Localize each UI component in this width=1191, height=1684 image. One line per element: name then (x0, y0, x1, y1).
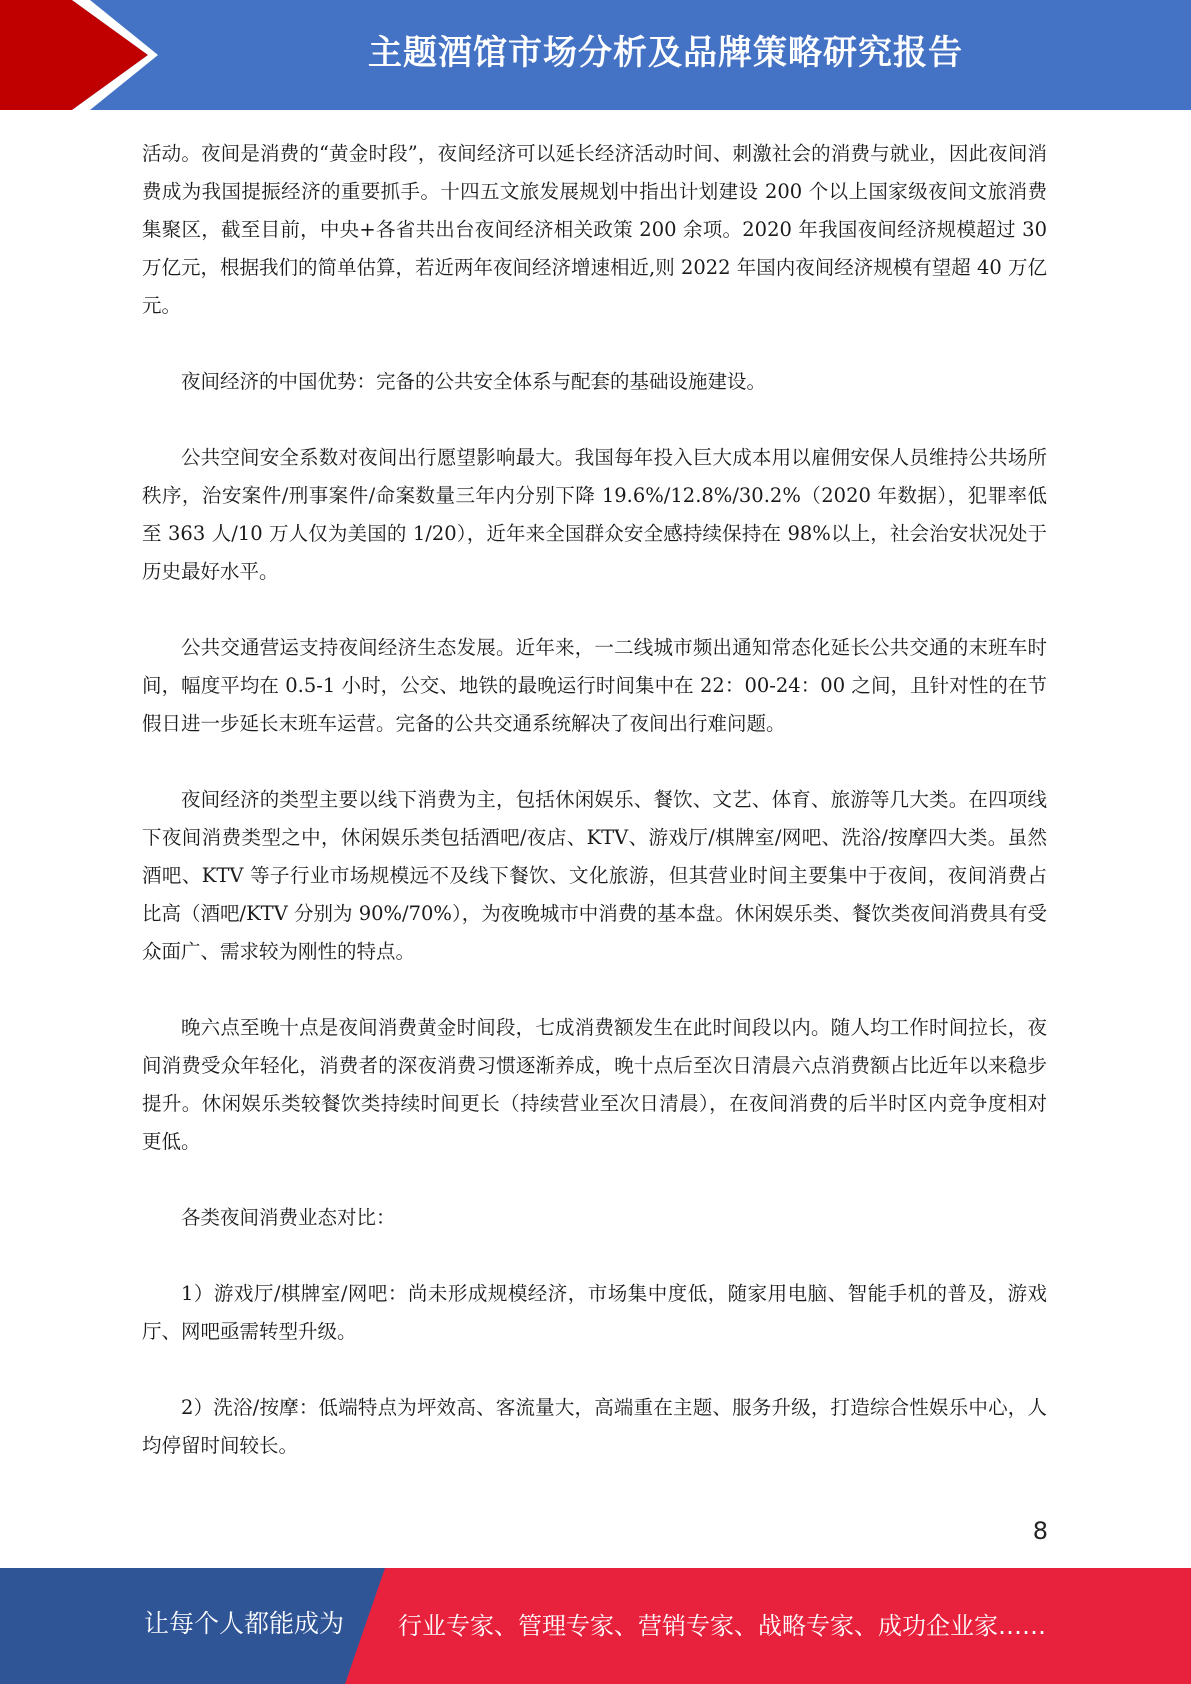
footer-slogan-right: 行业专家、管理专家、营销专家、战略专家、成功企业家…… (398, 1612, 1046, 1640)
paragraph: 夜间经济的中国优势：完备的公共安全体系与配套的基础设施建设。 (181, 370, 767, 393)
paragraph: 1）游戏厅/棋牌室/网吧：尚未形成规模经济，市场集中度低，随家用电脑、智能手机的普及，游戏厅、网吧亟需转型升级。 (142, 1282, 1047, 1343)
paragraph: 夜间经济的类型主要以线下消费为主，包括休闲娱乐、餐饮、文艺、体育、旅游等几大类。在四项线下夜间消费类型之中，休闲娱乐类包括酒吧/夜店、KTV、游戏厅/棋牌室/网吧、洗浴/按摩四大类。虽然酒吧、KTV 等子行业市场规模远不及线下餐饮、文化旅游，但其营业时间主要集中于夜间，夜间消费占比高（酒吧/KTV 分别为 90%/70%），为夜晚城市中消费的基本盘。休闲娱乐类、餐饮类夜间消费具有受众面广、需求较为刚性的特点。 (142, 788, 1047, 963)
paragraph: 晚六点至晚十点是夜间消费黄金时间段，七成消费额发生在此时间段以内。随人均工作时间拉长，夜间消费受众年轻化，消费者的深夜消费习惯逐渐养成，晚十点后至次日清晨六点消费额占比近年以来稳步提升。休闲娱乐类较餐饮类持续时间更长（持续营业至次日清晨），在夜间消费的后半时区内竞争度相对更低。 (142, 1016, 1047, 1153)
document-body (142, 135, 1047, 1503)
paragraph: 活动。夜间是消费的“黄金时段”，夜间经济可以延长经济活动时间、刺激社会的消费与就业，因此夜间消费成为我国提振经济的重要抓手。十四五文旅发展规划中指出计划建设 200 个以上国家级夜间文旅消费集聚区，截至目前，中央+各省共出台夜间经济相关政策 200 余项。2020 年我国夜间经济规模超过 30 万亿元，根据我们的简单估算，若近两年夜间经济增速相近,则 2022 年国内夜间经济规模有望超 40 万亿元。 (142, 142, 1047, 317)
page-footer (0, 1568, 1191, 1684)
page-header (0, 0, 1191, 110)
footer-slogan-left: 让每个人都能成为 (144, 1609, 345, 1638)
document-title: 主题酒馆市场分析及品牌策略研究报告 (368, 33, 963, 73)
paragraph: 公共空间安全系数对夜间出行愿望影响最大。我国每年投入巨大成本用以雇佣安保人员维持公共场所秩序，治安案件/刑事案件/命案数量三年内分别下降 19.6%/12.8%/30.2%（2020 年数据），犯罪率低至 363 人/10 万人仅为美国的 1/20），近年来全国群众安全感持续保持在 98%以上，社会治安状况处于历史最好水平。 (142, 446, 1047, 583)
paragraph: 2）洗浴/按摩：低端特点为坪效高、客流量大，高端重在主题、服务升级，打造综合性娱乐中心，人均停留时间较长。 (142, 1396, 1047, 1457)
paragraph: 各类夜间消费业态对比： (181, 1206, 396, 1229)
page-number: 8 (1032, 1517, 1048, 1545)
paragraph: 公共交通营运支持夜间经济生态发展。近年来，一二线城市频出通知常态化延长公共交通的末班车时间，幅度平均在 0.5-1 小时，公交、地铁的最晚运行时间集中在 22：00-24：00 之间，且针对性的在节假日进一步延长末班车运营。完备的公共交通系统解决了夜间出行难问题。 (142, 636, 1047, 735)
